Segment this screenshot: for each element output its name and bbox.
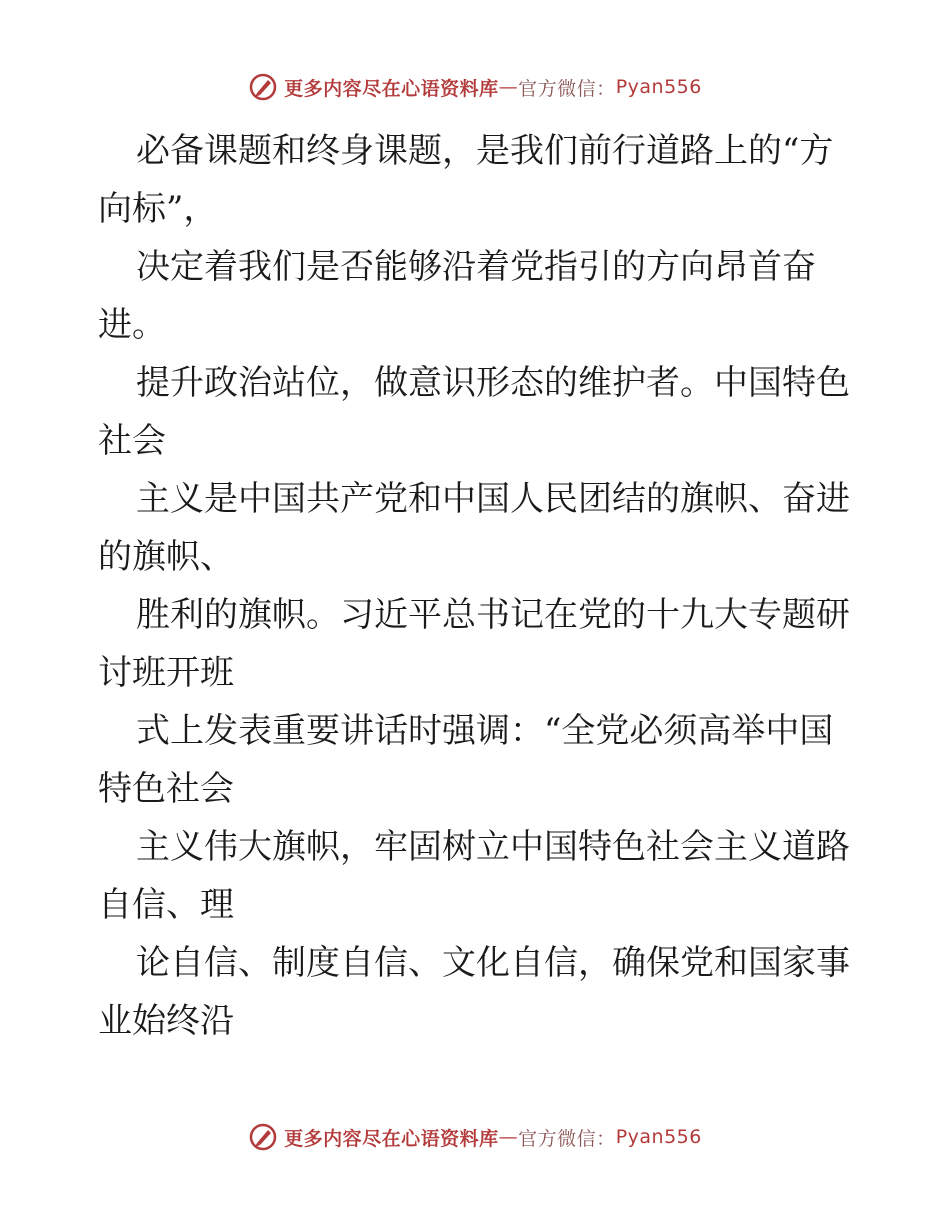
paragraph: [98, 586, 858, 702]
pen-logo-icon: [248, 72, 278, 102]
header-banner-dash: —: [498, 76, 519, 98]
paragraph-line: 决定着我们是否能够沿着党指引的方向昂首奋: [136, 247, 816, 287]
paragraph: [98, 818, 858, 934]
paragraph-line-wrap: 业始终沿: [98, 1001, 234, 1041]
paragraph-line-wrap: 向标”，: [98, 189, 218, 229]
paragraph-line: 论自信、制度自信、文化自信，确保党和国家事: [136, 943, 850, 983]
pen-logo-icon: [248, 1122, 278, 1152]
paragraph: [98, 702, 858, 818]
paragraph-line: 主义是中国共产党和中国人民团结的旗帜、奋进: [136, 479, 850, 519]
paragraph-line-wrap: 进。: [98, 305, 166, 345]
paragraph-line-wrap: 特色社会: [98, 769, 234, 809]
footer-wechat-label: 官方微信：: [518, 1127, 616, 1150]
header-banner: [0, 72, 950, 102]
header-banner-text: 更多内容尽在心语资料库: [284, 77, 499, 100]
document-body: [98, 122, 858, 1050]
paragraph-line: 式上发表重要讲话时强调：“全党必须高举中国: [136, 711, 834, 751]
paragraph-line: 主义伟大旗帜，牢固树立中国特色社会主义道路: [136, 827, 850, 867]
paragraph: [98, 934, 858, 1050]
paragraph-line-wrap: 社会: [98, 421, 166, 461]
paragraph-line: 必备课题和终身课题，是我们前行道路上的“方: [136, 131, 834, 171]
paragraph: [98, 122, 858, 238]
header-wechat-id: Pyan556: [615, 76, 702, 98]
paragraph-line: 胜利的旗帜。习近平总书记在党的十九大专题研: [136, 595, 850, 635]
header-wechat-label: 官方微信：: [518, 77, 616, 100]
paragraph-line-wrap: 讨班开班: [98, 653, 234, 693]
footer-banner-dash: —: [498, 1126, 519, 1148]
footer-banner: [0, 1122, 950, 1152]
footer-banner-text: 更多内容尽在心语资料库: [284, 1127, 499, 1150]
footer-wechat-id: Pyan556: [615, 1126, 702, 1148]
paragraph: [98, 238, 858, 354]
paragraph: [98, 354, 858, 470]
paragraph-line-wrap: 的旗帜、: [98, 537, 234, 577]
paragraph-line-wrap: 自信、理: [98, 885, 234, 925]
paragraph-line: 提升政治站位，做意识形态的维护者。中国特色: [136, 363, 850, 403]
paragraph: [98, 470, 858, 586]
